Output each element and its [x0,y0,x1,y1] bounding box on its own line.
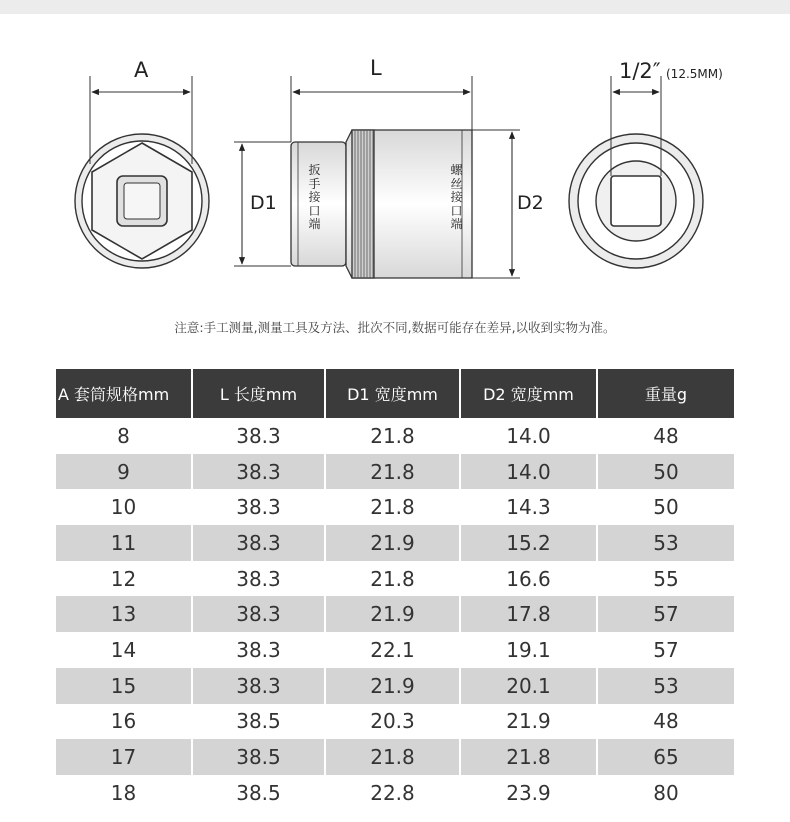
cell-d1: 22.8 [325,775,460,811]
cell-weight: 80 [597,775,734,811]
cell-size: 12 [110,566,137,591]
dimension-label-a: A [134,58,149,82]
cell-d2: 23.9 [460,775,597,811]
dimension-label-l: L [370,56,382,80]
cell-d2: 14.3 [460,489,597,525]
header-weight: 重量g [597,369,734,418]
cell-length: 38.3 [192,489,325,525]
cell-length: 38.3 [192,561,325,597]
cell-d2: 16.6 [460,561,597,597]
cell-weight: 48 [597,704,734,740]
cell-d1: 21.8 [325,454,460,490]
header-length: L 长度mm [192,369,325,418]
cell-length: 38.3 [192,632,325,668]
top-band [0,0,790,14]
dimension-label-d1: D1 [250,192,277,214]
cell-weight: 57 [597,632,734,668]
header-d2: D2 宽度mm [460,369,597,418]
cell-d1: 21.8 [325,739,460,775]
cell-length: 38.3 [192,454,325,490]
cell-size: 11 [56,525,192,561]
cell-size: 13 [56,596,192,632]
cell-length: 38.3 [192,525,325,561]
dimension-label-drive: 1/2″ [619,59,661,83]
measurement-note: 注意:手工测量,测量工具及方法、批次不同,数据可能存在差异,以收到实物为准。 [174,320,616,335]
spec-table [56,369,734,811]
cell-d2: 21.9 [460,704,597,740]
cell-weight: 53 [597,525,734,561]
cell-size: 9 [56,454,192,490]
cell-size: 8 [117,423,130,448]
dimension-label-drive-note: (12.5MM) [666,67,723,81]
table-row [56,454,734,490]
table-row [56,561,734,597]
header-d1: D1 宽度mm [325,369,460,418]
table-row [56,525,734,561]
cell-d2: 15.2 [460,525,597,561]
cell-size: 16 [110,709,137,734]
cell-d2: 14.0 [460,418,597,454]
table-row [56,739,734,775]
cell-length: 38.5 [192,739,325,775]
dimension-label-d2: D2 [517,192,544,214]
cell-weight: 48 [597,418,734,454]
cell-weight: 65 [597,739,734,775]
cell-length: 38.5 [192,704,325,740]
drive-end-view [569,76,703,268]
cell-length: 38.3 [192,668,325,704]
cell-length: 38.5 [192,775,325,811]
table-row [56,489,734,525]
cell-d1: 21.8 [325,418,460,454]
cell-d1: 21.9 [325,525,460,561]
table-row [56,632,734,668]
cell-d2: 19.1 [460,632,597,668]
spec-table-header [56,369,734,418]
table-row [56,704,734,740]
cell-size: 14 [110,637,137,662]
header-size: A 套筒规格mm [56,369,192,418]
hex-end-view [75,76,209,268]
cell-length: 38.3 [192,596,325,632]
cell-weight: 55 [597,561,734,597]
cell-size: 10 [110,495,137,520]
cell-size: 17 [56,739,192,775]
cell-d2: 20.1 [460,668,597,704]
cell-weight: 53 [597,668,734,704]
cell-d1: 21.8 [325,489,460,525]
cell-d1: 21.8 [325,561,460,597]
cell-length: 38.3 [192,418,325,454]
cell-d1: 22.1 [325,632,460,668]
table-row [56,668,734,704]
wrench-end-label: 扳手接口端 [308,163,321,231]
cell-size: 15 [56,668,192,704]
cell-weight: 57 [597,596,734,632]
side-view [234,76,520,278]
cell-d1: 21.9 [325,668,460,704]
socket-drawings [0,14,790,304]
cell-d1: 20.3 [325,704,460,740]
cell-weight: 50 [597,489,734,525]
cell-d2: 17.8 [460,596,597,632]
cell-size: 18 [110,780,137,805]
table-row [56,775,734,811]
thread-end-label: 螺丝接口端 [450,163,463,231]
cell-weight: 50 [597,454,734,490]
socket-diagram [0,14,790,304]
table-row [56,418,734,454]
cell-d2: 21.8 [460,739,597,775]
cell-d1: 21.9 [325,596,460,632]
cell-d2: 14.0 [460,454,597,490]
table-row [56,596,734,632]
